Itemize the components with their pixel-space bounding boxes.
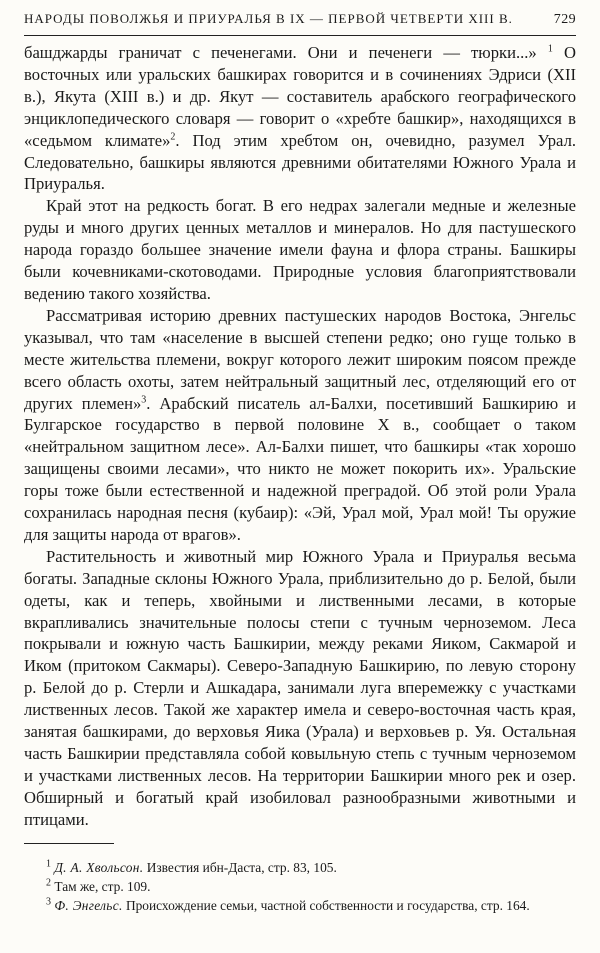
paragraph (24, 305, 576, 546)
paragraph (24, 546, 576, 831)
footnotes (24, 858, 576, 916)
footnote-author: Д. А. Хвольсон. (54, 859, 144, 875)
text-segment: О восточных или уральских башкирах говорится и в сочинениях Эдриси (XII в.), Якута (XIII в.) и др. Якут — составитель арабского географического энциклопедического словаря — говорит о «хребте башкир», находящихся в «седьмом климате» (24, 43, 576, 150)
text-segment: . Под этим хребтом он, очевидно, разумел Урал. Следовательно, башкиры являются древними обитателями Южного Урала и Приуралья. (24, 130, 576, 194)
running-head: НАРОДЫ ПОВОЛЖЬЯ И ПРИУРАЛЬЯ В IX — ПЕРВОЙ ЧЕТВЕРТИ XIII В. (24, 11, 513, 26)
footnote-divider (24, 843, 114, 844)
footnote-number: 2 (46, 877, 51, 889)
footnote-ref[interactable]: 3 (141, 393, 147, 405)
footnote-text: Происхождение семьи, частной собственности и государства, стр. 164. (122, 898, 530, 914)
footnote-author: Ф. Энгельс. (54, 898, 123, 914)
footnote (24, 896, 576, 915)
text-segment: Растительность и животный мир Южного Урала и Приуралья весьма богаты. Западные склоны Южного Урала, приблизительно до р. Белой, были одеты, как и теперь, хвойными и лиственными лесами, в которые вкрапливались значительные полосы степи с тучным черноземом. Леса покрывали и южную часть Башкирии, между реками Яиком, Сакмарой и Иком (притоком Сакмары). Северо-Западную Башкирию, по левую сторону р. Белой до р. Стерли и Ашкадара, занимали луга вперемежку с участками лиственных лесов. Такой же характер имела и северо-восточная часть края, занятая башкирами, до верховья Яика (Урала) и верховьев р. Уя. Остальная часть Башкирии представляла собой ковыльную степь с тучным черноземом и участками лиственных лесов. На территории Башкирии много рек и озер. Обширный и богатый край изобиловал разнообразными животными и птицами. (24, 546, 576, 829)
footnote-text: Там же, стр. 109. (51, 878, 151, 894)
footnote-ref[interactable]: 1 (547, 43, 553, 55)
page-header (24, 10, 576, 36)
text-segment: башджарды граничат с печенегами. Они и печенеги — тюрки...» (24, 43, 548, 62)
footnote (24, 877, 576, 896)
paragraph (24, 195, 576, 305)
footnote-number: 1 (46, 858, 51, 870)
text-segment: . Арабский писатель ал-Балхи, посетивший Башкирию и Булгарское государство в первой половине X в., сообщает о таком «нейтральном защитном лесе». Ал-Балхи пишет, что башкиры «так хорошо защищены своими лесами», что никто не может покорить их». Уральские горы тоже были естественной и надежной преградой. Об этой роли Урала сохранилась народная песня (кубаир): «Эй, Урал мой, Урал мой! Ты оружие для защиты народа от врагов». (24, 393, 576, 544)
text-segment: Край этот на редкость богат. В его недрах залегали медные и железные руды и много других ценных металлов и минералов. Но для пастушеского народа гораздо большее значение имели фауна и флора страны. Башкиры были кочевниками-скотоводами. Природные условия благоприятствовали ведению такого хозяйства. (24, 196, 576, 303)
paragraph (24, 42, 576, 195)
main-text (24, 42, 576, 831)
footnote-text: Известия ибн-Даста, стр. 83, 105. (143, 859, 337, 875)
footnote (24, 858, 576, 877)
text-segment: Рассматривая историю древних пастушеских народов Востока, Энгельс указывал, что там «население в высшей степени редко; оно гуще только в месте жительства племени, вокруг которого лежит широким поясом прежде всего область охоты, затем нейтральный защитный лес, отделяющий его от других племен» (24, 305, 576, 413)
page-number: 729 (553, 12, 576, 27)
footnote-ref[interactable]: 2 (170, 131, 176, 143)
footnote-number: 3 (46, 896, 51, 908)
